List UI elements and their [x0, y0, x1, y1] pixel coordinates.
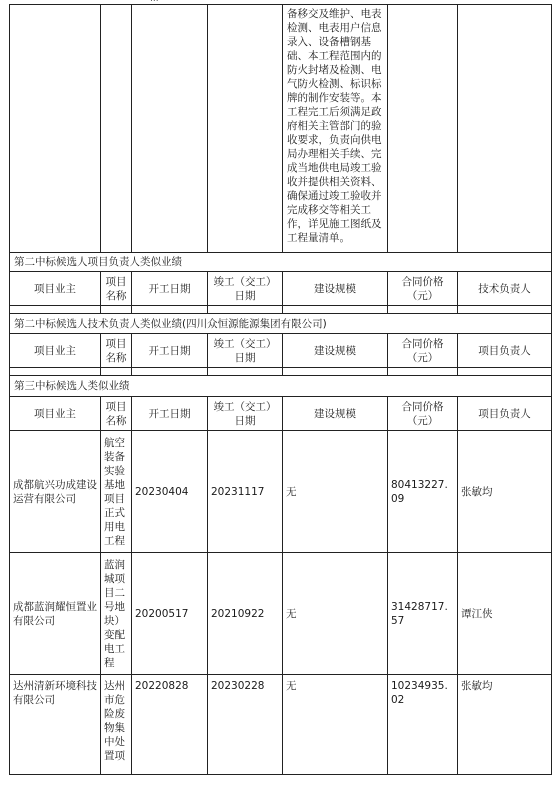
col-start-header: 开工日期 [132, 397, 208, 431]
col-owner-header: 项目业主 [10, 272, 101, 306]
table-row [10, 675, 552, 775]
col-scale-header: 建设规模 [283, 397, 388, 431]
performance-table [9, 4, 552, 775]
start-date-cell: 20230404 [132, 431, 208, 553]
section2-manager-header-row [10, 272, 552, 306]
col-scale-header: 建设规模 [283, 272, 388, 306]
manager-cell: 张敏均 [458, 431, 552, 553]
col-manager-header: 项目负责人 [458, 334, 552, 368]
scale-cell: 无 [283, 431, 388, 553]
scale-cell: 无 [283, 675, 388, 775]
owner-cell: 成都蓝润耀恒置业有限公司 [10, 553, 101, 675]
col-start-header: 开工日期 [132, 334, 208, 368]
scope-continuation-row [10, 5, 552, 253]
col-project-header: 项目名称 [101, 272, 132, 306]
owner-cell: 达州清新环境科技有限公司 [10, 675, 101, 775]
price-cell: 31428717.57 [388, 553, 458, 675]
section2-tech-title: 第二中标候选人技术负责人类似业绩(四川众恒源能源集团有限公司) [10, 314, 552, 334]
section3-title: 第三中标候选人类似业绩 [10, 376, 552, 397]
section2-tech-empty-row [10, 368, 552, 376]
scale-cell: 无 [283, 553, 388, 675]
project-cell: 达州市危险废物集中处置项 [101, 675, 132, 775]
start-date-cell: 20220828 [132, 675, 208, 775]
col-project-header: 项目名称 [101, 397, 132, 431]
scope-text: 备移交及维护、电表检测、电表用户信息录入、设备槽钢基础、本工程范围内的防火封堵及检测、电气防火检测、标识标牌的制作安装等。本工程完工后须满足政府相关主管部门的验收要求，负责向供电局办理相关手续、完成当地供电局竣工验收并提供相关资料、确保通过竣工验收并完成移交等相关工作，详见施工图纸及工程量清单。 [283, 5, 388, 253]
table-row [10, 431, 552, 553]
col-end-header: 竣工（交工）日期 [208, 397, 283, 431]
section2-manager-title: 第二中标候选人项目负责人类似业绩 [10, 253, 552, 272]
col-price-header: 合同价格（元） [388, 334, 458, 368]
col-owner-header: 项目业主 [10, 334, 101, 368]
project-cell: 航空装备实验基地项目正式用电工程 [101, 431, 132, 553]
manager-cell: 张敏均 [458, 675, 552, 775]
end-date-cell: 20230228 [208, 675, 283, 775]
section2-tech-header-row [10, 334, 552, 368]
col-tech-lead-header: 技术负责人 [458, 272, 552, 306]
table-row [10, 553, 552, 675]
col-scale-header: 建设规模 [283, 334, 388, 368]
project-cell: 蓝润城项目二号地块）变配电工程 [101, 553, 132, 675]
start-date-cell: 20200517 [132, 553, 208, 675]
col-end-header: 竣工（交工）日期 [208, 272, 283, 306]
owner-cell: 成都航兴功成建设运营有限公司 [10, 431, 101, 553]
col-price-header: 合同价格（元） [388, 397, 458, 431]
section2-manager-empty-row [10, 306, 552, 314]
end-date-cell: 20231117 [208, 431, 283, 553]
col-end-header: 竣工（交工）日期 [208, 334, 283, 368]
price-cell: 10234935.02 [388, 675, 458, 775]
manager-cell: 谭江侠 [458, 553, 552, 675]
end-date-cell: 20210922 [208, 553, 283, 675]
price-cell: 80413227.09 [388, 431, 458, 553]
col-price-header: 合同价格（元） [388, 272, 458, 306]
col-start-header: 开工日期 [132, 272, 208, 306]
col-owner-header: 项目业主 [10, 397, 101, 431]
col-manager-header: 项目负责人 [458, 397, 552, 431]
col-project-header: 项目名称 [101, 334, 132, 368]
section3-header-row [10, 397, 552, 431]
